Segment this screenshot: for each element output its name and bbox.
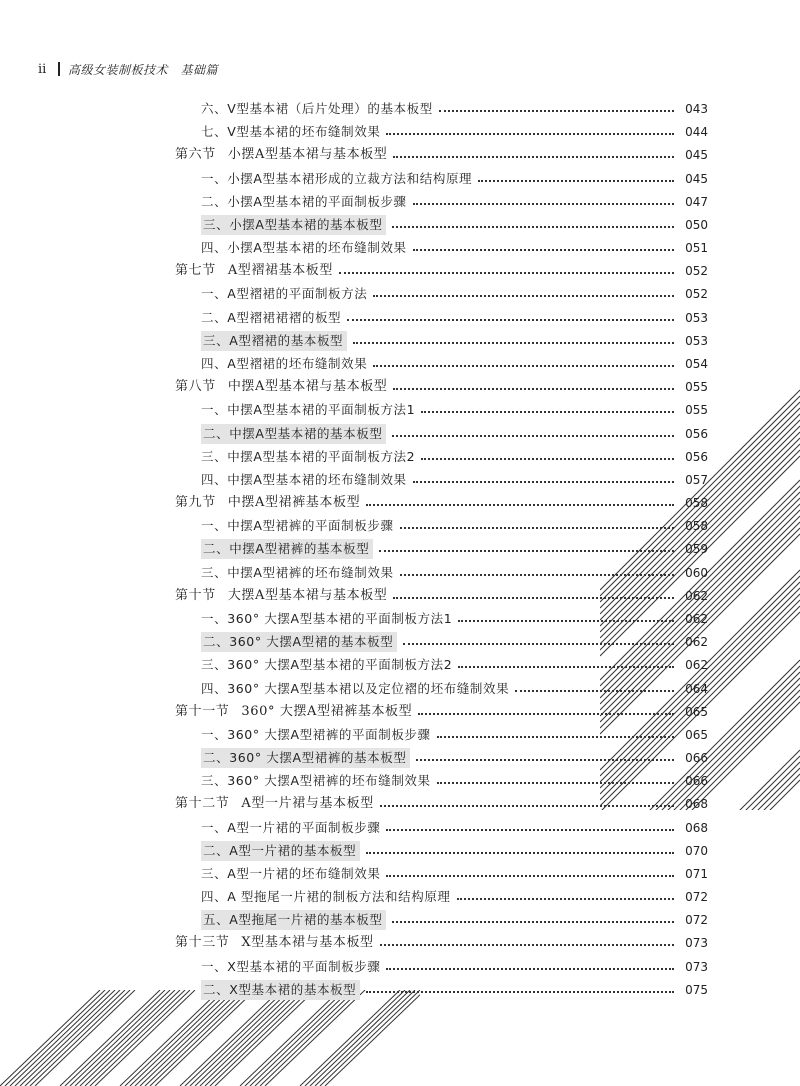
toc-entry-title: 360° 大摆A型裙裤基本板型 bbox=[241, 703, 413, 719]
toc-entry-label bbox=[201, 655, 458, 675]
toc-entry-label bbox=[175, 493, 366, 513]
toc-page-number: 075 bbox=[685, 982, 708, 997]
dot-leader bbox=[515, 690, 674, 692]
toc-page-number: 068 bbox=[685, 797, 708, 812]
toc-entry-title: 小摆A型基本裙与基本板型 bbox=[227, 147, 388, 163]
toc-subsection-entry[interactable] bbox=[201, 655, 708, 675]
dot-leader bbox=[339, 272, 674, 274]
dot-leader bbox=[478, 180, 674, 182]
toc-subsection-entry[interactable] bbox=[201, 887, 708, 907]
toc-subsection-entry[interactable] bbox=[201, 563, 708, 583]
toc-subsection-entry[interactable] bbox=[201, 771, 708, 791]
dot-leader bbox=[458, 620, 674, 622]
toc-subsection-entry[interactable] bbox=[201, 192, 708, 212]
toc-entry-label bbox=[201, 887, 457, 907]
toc-page-number: 064 bbox=[685, 681, 708, 696]
toc-entry-label bbox=[201, 771, 437, 791]
toc-entry-label bbox=[201, 400, 421, 420]
dot-leader bbox=[413, 481, 674, 483]
toc-page-number: 053 bbox=[685, 310, 708, 325]
toc-entry-number: 一、 bbox=[201, 170, 228, 186]
toc-section-entry[interactable] bbox=[175, 377, 708, 397]
toc-entry-number: 第九节 bbox=[175, 495, 216, 511]
dot-leader bbox=[421, 411, 674, 413]
toc-page-number: 070 bbox=[685, 843, 708, 858]
toc-entry-title: 大摆A型基本裙与基本板型 bbox=[227, 587, 388, 603]
toc-subsection-entry[interactable] bbox=[201, 215, 708, 235]
toc-entry-title: 360° 大摆A型裙的基本板型 bbox=[229, 634, 394, 650]
page-number: ii bbox=[38, 61, 47, 77]
toc-entry-number: 四、 bbox=[201, 680, 228, 696]
toc-entry-title: X型基本裙的基本板型 bbox=[229, 981, 357, 997]
toc-section-entry[interactable] bbox=[175, 145, 708, 165]
toc-page-number: 053 bbox=[685, 333, 708, 348]
toc-section-entry[interactable] bbox=[175, 794, 708, 814]
dot-leader bbox=[386, 875, 674, 877]
toc-page-number: 056 bbox=[685, 426, 708, 441]
toc-entry-number: 一、 bbox=[201, 958, 228, 974]
toc-entry-label bbox=[201, 424, 386, 444]
toc-entry-title: 360° 大摆A型基本裙的平面制板方法1 bbox=[227, 610, 453, 626]
toc-entry-label bbox=[201, 957, 386, 977]
toc-entry-number: 第七节 bbox=[175, 263, 216, 279]
toc-subsection-entry[interactable] bbox=[201, 957, 708, 977]
dot-leader bbox=[379, 550, 674, 552]
toc-section-entry[interactable] bbox=[175, 702, 708, 722]
toc-entry-title: A型褶裙的基本板型 bbox=[229, 332, 344, 348]
toc-entry-title: A型褶裙裙褶的板型 bbox=[227, 309, 342, 325]
toc-entry-label bbox=[175, 933, 380, 953]
dot-leader bbox=[421, 458, 674, 460]
toc-entry-label bbox=[201, 470, 413, 490]
toc-page-number: 052 bbox=[685, 287, 708, 302]
toc-entry-label bbox=[175, 794, 380, 814]
toc-entry-label bbox=[175, 145, 393, 165]
toc-entry-label bbox=[201, 632, 397, 652]
toc-entry-number: 二、 bbox=[203, 981, 230, 997]
toc-page-number: 050 bbox=[685, 217, 708, 232]
dot-leader bbox=[373, 295, 674, 297]
toc-subsection-entry[interactable] bbox=[201, 818, 708, 838]
toc-entry-title: A型一片裙的坯布缝制效果 bbox=[227, 865, 381, 881]
toc-subsection-entry[interactable] bbox=[201, 864, 708, 884]
toc-entry-number: 第十节 bbox=[175, 587, 216, 603]
toc-entry-number: 二、 bbox=[203, 842, 230, 858]
toc-entry-number: 二、 bbox=[201, 309, 228, 325]
toc-entry-label bbox=[201, 192, 413, 212]
toc-page-number: 071 bbox=[685, 866, 708, 881]
toc-page-number: 066 bbox=[685, 751, 708, 766]
toc-page-number: 058 bbox=[685, 519, 708, 534]
toc-entry-title: 小摆A型基本裙形成的立裁方法和结构原理 bbox=[227, 170, 473, 186]
stripe-line bbox=[305, 990, 405, 1086]
dot-leader bbox=[403, 643, 674, 645]
toc-entry-title: A 型拖尾一片裙的制板方法和结构原理 bbox=[227, 889, 451, 905]
running-header bbox=[38, 59, 218, 79]
toc-entry-title: 360° 大摆A型裙裤的坯布缝制效果 bbox=[227, 773, 431, 789]
toc-page-number: 060 bbox=[685, 565, 708, 580]
toc-subsection-entry[interactable] bbox=[201, 284, 708, 304]
toc-entry-title: 360° 大摆A型裙裤的基本板型 bbox=[229, 750, 407, 766]
toc-subsection-entry[interactable] bbox=[201, 516, 708, 536]
toc-entry-number: 一、 bbox=[201, 819, 228, 835]
toc-entry-number: 一、 bbox=[201, 610, 228, 626]
toc-subsection-entry[interactable] bbox=[201, 122, 708, 142]
toc-entry-title: X型基本裙的平面制板步骤 bbox=[227, 958, 381, 974]
toc-entry-label bbox=[201, 215, 386, 235]
toc-entry-label bbox=[201, 308, 347, 328]
toc-entry-number: 七、 bbox=[201, 124, 228, 140]
toc-page-number: 072 bbox=[685, 890, 708, 905]
toc-subsection-entry[interactable] bbox=[201, 841, 708, 861]
dot-leader bbox=[418, 713, 674, 715]
toc-entry-number: 二、 bbox=[203, 634, 230, 650]
toc-entry-title: 中摆A型裙裤的坯布缝制效果 bbox=[227, 564, 394, 580]
toc-page-number: 056 bbox=[685, 449, 708, 464]
toc-page-number: 054 bbox=[685, 356, 708, 371]
toc-page-number: 062 bbox=[685, 658, 708, 673]
toc-subsection-entry[interactable] bbox=[201, 609, 708, 629]
toc-page-number: 055 bbox=[685, 403, 708, 418]
toc-entry-label bbox=[175, 261, 339, 281]
toc-page-number: 047 bbox=[685, 194, 708, 209]
toc-subsection-entry[interactable] bbox=[201, 169, 708, 189]
dot-leader bbox=[413, 249, 674, 251]
toc-entry-label bbox=[201, 284, 373, 304]
dot-leader bbox=[392, 921, 674, 923]
toc-entry-number: 第十一节 bbox=[175, 703, 230, 719]
dot-leader bbox=[366, 852, 674, 854]
book-title: 高级女装制板技术 基础篇 bbox=[68, 62, 219, 77]
toc-page-number: 052 bbox=[685, 264, 708, 279]
toc-entry-number: 第十二节 bbox=[175, 796, 230, 812]
toc-entry-number: 三、 bbox=[201, 657, 228, 673]
dot-leader bbox=[347, 319, 674, 321]
dot-leader bbox=[400, 527, 674, 529]
toc-subsection-entry[interactable] bbox=[201, 238, 708, 258]
toc-entry-number: 四、 bbox=[201, 355, 228, 371]
toc-entry-title: 小摆A型基本裙的平面制板步骤 bbox=[227, 193, 407, 209]
toc-subsection-entry[interactable] bbox=[201, 748, 708, 768]
toc-entry-title: A型褶裙基本板型 bbox=[227, 263, 334, 279]
toc-page-number: 068 bbox=[685, 820, 708, 835]
toc-entry-number: 三、 bbox=[201, 773, 228, 789]
toc-entry-title: 360° 大摆A型基本裙以及定位褶的坯布缝制效果 bbox=[227, 680, 510, 696]
dot-leader bbox=[393, 597, 674, 599]
toc-entry-label bbox=[201, 679, 515, 699]
toc-entry-number: 第十三节 bbox=[175, 935, 230, 951]
toc-subsection-entry[interactable] bbox=[201, 99, 708, 119]
toc-entry-number: 四、 bbox=[201, 471, 228, 487]
toc-entry-number: 第八节 bbox=[175, 379, 216, 395]
toc-subsection-entry[interactable] bbox=[201, 331, 708, 351]
toc-entry-title: 小摆A型基本裙的基本板型 bbox=[229, 216, 383, 232]
dot-leader bbox=[353, 342, 674, 344]
toc-entry-number: 一、 bbox=[201, 726, 228, 742]
toc-entry-label bbox=[201, 910, 386, 930]
toc-entry-label bbox=[175, 702, 418, 722]
toc-entry-number: 三、 bbox=[203, 332, 230, 348]
toc-entry-label bbox=[201, 980, 360, 1000]
toc-subsection-entry[interactable] bbox=[201, 910, 708, 930]
toc-page-number: 045 bbox=[685, 148, 708, 163]
toc-subsection-entry[interactable] bbox=[201, 424, 708, 444]
toc-entry-title: 中摆A型基本裙的平面制板方法2 bbox=[227, 448, 416, 464]
toc-entry-title: 中摆A型基本裙的平面制板方法1 bbox=[227, 402, 416, 418]
toc-entry-number: 五、 bbox=[203, 912, 230, 928]
stripe-line bbox=[325, 990, 420, 1086]
toc-entry-label bbox=[201, 864, 386, 884]
toc-entry-title: 360° 大摆A型基本裙的平面制板方法2 bbox=[227, 657, 453, 673]
toc-entry-title: V型基本裙的坯布缝制效果 bbox=[227, 124, 381, 140]
dot-leader bbox=[392, 226, 674, 228]
toc-entry-number: 三、 bbox=[201, 865, 228, 881]
toc-page-number: 066 bbox=[685, 774, 708, 789]
stripe-line bbox=[600, 576, 800, 776]
toc-entry-number: 四、 bbox=[201, 889, 228, 905]
dot-leader bbox=[413, 203, 674, 205]
toc-entry-title: A型褶裙的坯布缝制效果 bbox=[227, 355, 368, 371]
dot-leader bbox=[386, 829, 674, 831]
toc-entry-label bbox=[201, 122, 386, 142]
toc-entry-number: 二、 bbox=[201, 193, 228, 209]
toc-page-number: 062 bbox=[685, 635, 708, 650]
toc-entry-number: 三、 bbox=[201, 564, 228, 580]
stripe-line bbox=[600, 600, 800, 800]
toc-entry-label bbox=[201, 99, 439, 119]
toc-page-number: 062 bbox=[685, 588, 708, 603]
dot-leader bbox=[373, 365, 674, 367]
dot-leader bbox=[380, 805, 674, 807]
toc-subsection-entry[interactable] bbox=[201, 354, 708, 374]
toc-page-number: 055 bbox=[685, 380, 708, 395]
toc-entry-title: 中摆A型基本裙的基本板型 bbox=[229, 425, 383, 441]
dot-leader bbox=[393, 156, 674, 158]
toc-subsection-entry[interactable] bbox=[201, 447, 708, 467]
toc-entry-number: 一、 bbox=[201, 518, 228, 534]
toc-entry-label bbox=[201, 331, 347, 351]
dot-leader bbox=[437, 736, 674, 738]
toc-page-number: 065 bbox=[685, 704, 708, 719]
toc-entry-title: A型一片裙的平面制板步骤 bbox=[227, 819, 381, 835]
toc-entry-label bbox=[201, 169, 478, 189]
dot-leader bbox=[386, 133, 674, 135]
toc-section-entry[interactable] bbox=[175, 586, 708, 606]
toc-entry-title: A型一片裙的基本板型 bbox=[229, 842, 357, 858]
toc-entry-title: 中摆A型基本裙的坯布缝制效果 bbox=[227, 471, 407, 487]
dot-leader bbox=[416, 759, 674, 761]
toc-entry-label bbox=[201, 563, 400, 583]
dot-leader bbox=[393, 388, 674, 390]
toc-entry-title: 中摆A型基本裙与基本板型 bbox=[227, 379, 388, 395]
toc-page-number: 059 bbox=[685, 542, 708, 557]
toc-subsection-entry[interactable] bbox=[201, 539, 708, 559]
toc-page-number: 043 bbox=[685, 102, 708, 116]
dot-leader bbox=[386, 968, 674, 970]
dot-leader bbox=[400, 574, 674, 576]
toc-page-number: 045 bbox=[685, 171, 708, 186]
toc-entry-number: 二、 bbox=[203, 750, 230, 766]
toc-page-number: 051 bbox=[685, 241, 708, 256]
toc-entry-number: 一、 bbox=[201, 402, 228, 418]
toc-entry-title: V型基本裙（后片处理）的基本板型 bbox=[227, 101, 433, 116]
toc-subsection-entry[interactable] bbox=[201, 308, 708, 328]
toc-entry-label bbox=[201, 516, 400, 536]
toc-subsection-entry[interactable] bbox=[201, 632, 708, 652]
toc-entry-number: 二、 bbox=[203, 425, 230, 441]
toc-subsection-entry[interactable] bbox=[201, 980, 708, 1000]
toc-entry-title: X型基本裙与基本板型 bbox=[241, 935, 374, 951]
toc-entry-label bbox=[175, 377, 393, 397]
toc-entry-number: 六、 bbox=[201, 101, 228, 116]
dot-leader bbox=[392, 435, 674, 437]
toc-entry-title: 中摆A型裙裤的基本板型 bbox=[229, 541, 370, 557]
toc-entry-label bbox=[201, 841, 360, 861]
toc-entry-label bbox=[201, 238, 413, 258]
toc-entry-title: 360° 大摆A型裙裤的平面制板步骤 bbox=[227, 726, 431, 742]
toc-entry-label bbox=[201, 818, 386, 838]
dot-leader bbox=[458, 666, 674, 668]
toc-entry-title: 小摆A型基本裙的坯布缝制效果 bbox=[227, 240, 407, 256]
header-divider bbox=[58, 62, 60, 76]
toc-entry-number: 四、 bbox=[201, 240, 228, 256]
dot-leader bbox=[380, 944, 674, 946]
toc-entry-number: 三、 bbox=[201, 448, 228, 464]
toc-page-number: 058 bbox=[685, 496, 708, 511]
toc-page-number: 065 bbox=[685, 727, 708, 742]
toc-entry-number: 二、 bbox=[203, 541, 230, 557]
toc-entry-title: A型拖尾一片裙的基本板型 bbox=[229, 912, 383, 928]
dot-leader bbox=[366, 991, 674, 993]
toc-subsection-entry[interactable] bbox=[201, 400, 708, 420]
toc-page-number: 062 bbox=[685, 611, 708, 626]
toc-entry-number: 三、 bbox=[203, 216, 230, 232]
toc-entry-label bbox=[201, 354, 373, 374]
dot-leader bbox=[437, 782, 674, 784]
toc-entry-label bbox=[201, 725, 437, 745]
toc-subsection-entry[interactable] bbox=[201, 725, 708, 745]
toc-entry-number: 第六节 bbox=[175, 147, 216, 163]
toc-page-number: 044 bbox=[685, 125, 708, 140]
toc-page-number: 073 bbox=[685, 936, 708, 951]
toc-entry-label bbox=[201, 539, 373, 559]
toc-entry-title: A型一片裙与基本板型 bbox=[241, 796, 374, 812]
toc-section-entry[interactable] bbox=[175, 933, 708, 953]
toc-entry-label bbox=[201, 748, 410, 768]
toc-page-number: 057 bbox=[685, 472, 708, 487]
diagonal-stripe-decoration-bottom bbox=[0, 990, 420, 1086]
toc-entry-title: 中摆A型裙裤基本板型 bbox=[227, 495, 361, 511]
stripe-line bbox=[600, 414, 800, 614]
toc-page-number: 072 bbox=[685, 913, 708, 928]
dot-leader bbox=[439, 110, 674, 112]
toc-entry-title: A型褶裙的平面制板方法 bbox=[227, 286, 368, 302]
toc-subsection-entry[interactable] bbox=[201, 679, 708, 699]
dot-leader bbox=[457, 898, 674, 900]
toc-entry-label bbox=[201, 609, 458, 629]
toc-section-entry[interactable] bbox=[175, 493, 708, 513]
toc-section-entry[interactable] bbox=[175, 261, 708, 281]
toc-entry-label bbox=[175, 586, 393, 606]
toc-subsection-entry[interactable] bbox=[201, 470, 708, 490]
toc-entry-number: 一、 bbox=[201, 286, 228, 302]
toc-entry-title: 中摆A型裙裤的平面制板步骤 bbox=[227, 518, 394, 534]
toc-entry-label bbox=[201, 447, 421, 467]
dot-leader bbox=[366, 504, 674, 506]
toc-page-number: 073 bbox=[685, 959, 708, 974]
